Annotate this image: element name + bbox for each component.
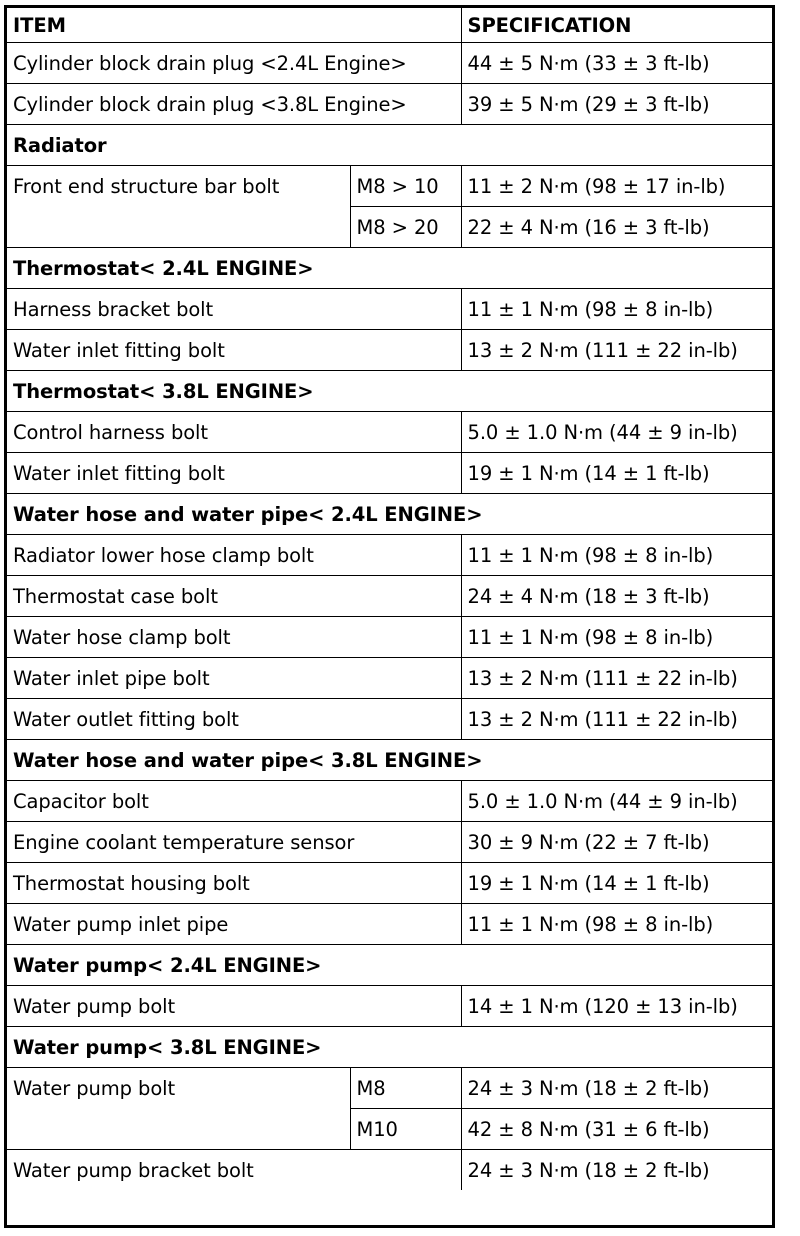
section-title: Water pump< 3.8L ENGINE> [7, 1027, 772, 1068]
section-row [7, 945, 772, 986]
section-title: Thermostat< 3.8L ENGINE> [7, 371, 772, 412]
item-cell: Front end structure bar bolt [7, 166, 350, 248]
spec-cell: 13 ± 2 N·m (111 ± 22 in-lb) [461, 330, 772, 371]
table-row [7, 84, 772, 125]
table-row [7, 43, 772, 84]
size-cell: M8 > 20 [350, 207, 461, 248]
size-cell: M10 [350, 1109, 461, 1150]
item-cell: Radiator lower hose clamp bolt [7, 535, 461, 576]
item-cell: Water hose clamp bolt [7, 617, 461, 658]
table-row [7, 330, 772, 371]
header-item: ITEM [7, 8, 461, 43]
section-row [7, 371, 772, 412]
table-row [7, 658, 772, 699]
section-title: Thermostat< 2.4L ENGINE> [7, 248, 772, 289]
section-title: Water hose and water pipe< 2.4L ENGINE> [7, 494, 772, 535]
spec-cell: 19 ± 1 N·m (14 ± 1 ft-lb) [461, 453, 772, 494]
table-row [7, 1068, 772, 1109]
section-row [7, 125, 772, 166]
item-cell: Water pump inlet pipe [7, 904, 461, 945]
item-cell: Water pump bracket bolt [7, 1150, 461, 1191]
table-row [7, 863, 772, 904]
table-row [7, 289, 772, 330]
item-cell: Engine coolant temperature sensor [7, 822, 461, 863]
section-row [7, 1027, 772, 1068]
item-cell: Water outlet fitting bolt [7, 699, 461, 740]
spec-cell: 5.0 ± 1.0 N·m (44 ± 9 in-lb) [461, 412, 772, 453]
section-title: Radiator [7, 125, 772, 166]
spec-table-frame [4, 5, 775, 1228]
spec-cell: 11 ± 2 N·m (98 ± 17 in-lb) [461, 166, 772, 207]
item-cell: Thermostat case bolt [7, 576, 461, 617]
spec-cell: 42 ± 8 N·m (31 ± 6 ft-lb) [461, 1109, 772, 1150]
section-title: Water hose and water pipe< 3.8L ENGINE> [7, 740, 772, 781]
table-row [7, 576, 772, 617]
spec-cell: 11 ± 1 N·m (98 ± 8 in-lb) [461, 535, 772, 576]
spec-cell: 24 ± 3 N·m (18 ± 2 ft-lb) [461, 1068, 772, 1109]
spec-cell: 24 ± 3 N·m (18 ± 2 ft-lb) [461, 1150, 772, 1191]
table-row [7, 986, 772, 1027]
spec-cell: 11 ± 1 N·m (98 ± 8 in-lb) [461, 289, 772, 330]
table-row [7, 904, 772, 945]
spec-cell: 24 ± 4 N·m (18 ± 3 ft-lb) [461, 576, 772, 617]
item-cell: Thermostat housing bolt [7, 863, 461, 904]
spec-cell: 13 ± 2 N·m (111 ± 22 in-lb) [461, 699, 772, 740]
section-row [7, 248, 772, 289]
torque-spec-table [7, 8, 772, 1190]
table-row [7, 453, 772, 494]
item-cell: Water inlet pipe bolt [7, 658, 461, 699]
spec-cell: 13 ± 2 N·m (111 ± 22 in-lb) [461, 658, 772, 699]
table-row [7, 1150, 772, 1191]
section-row [7, 740, 772, 781]
spec-cell: 22 ± 4 N·m (16 ± 3 ft-lb) [461, 207, 772, 248]
table-row [7, 699, 772, 740]
spec-cell: 30 ± 9 N·m (22 ± 7 ft-lb) [461, 822, 772, 863]
section-title: Water pump< 2.4L ENGINE> [7, 945, 772, 986]
size-cell: M8 [350, 1068, 461, 1109]
spec-cell: 5.0 ± 1.0 N·m (44 ± 9 in-lb) [461, 781, 772, 822]
spec-cell: 39 ± 5 N·m (29 ± 3 ft-lb) [461, 84, 772, 125]
table-row [7, 822, 772, 863]
section-row [7, 494, 772, 535]
table-row [7, 535, 772, 576]
header-row [7, 8, 772, 43]
item-cell: Water pump bolt [7, 986, 461, 1027]
table-row [7, 412, 772, 453]
item-cell: Control harness bolt [7, 412, 461, 453]
spec-cell: 11 ± 1 N·m (98 ± 8 in-lb) [461, 617, 772, 658]
spec-cell: 19 ± 1 N·m (14 ± 1 ft-lb) [461, 863, 772, 904]
item-cell: Capacitor bolt [7, 781, 461, 822]
spec-cell: 14 ± 1 N·m (120 ± 13 in-lb) [461, 986, 772, 1027]
size-cell: M8 > 10 [350, 166, 461, 207]
item-cell: Cylinder block drain plug <3.8L Engine> [7, 84, 461, 125]
header-specification: SPECIFICATION [461, 8, 772, 43]
spec-cell: 44 ± 5 N·m (33 ± 3 ft-lb) [461, 43, 772, 84]
spec-cell: 11 ± 1 N·m (98 ± 8 in-lb) [461, 904, 772, 945]
item-cell: Cylinder block drain plug <2.4L Engine> [7, 43, 461, 84]
item-cell: Water inlet fitting bolt [7, 330, 461, 371]
item-cell: Water pump bolt [7, 1068, 350, 1150]
table-row [7, 617, 772, 658]
table-row [7, 781, 772, 822]
table-row [7, 166, 772, 207]
item-cell: Harness bracket bolt [7, 289, 461, 330]
item-cell: Water inlet fitting bolt [7, 453, 461, 494]
